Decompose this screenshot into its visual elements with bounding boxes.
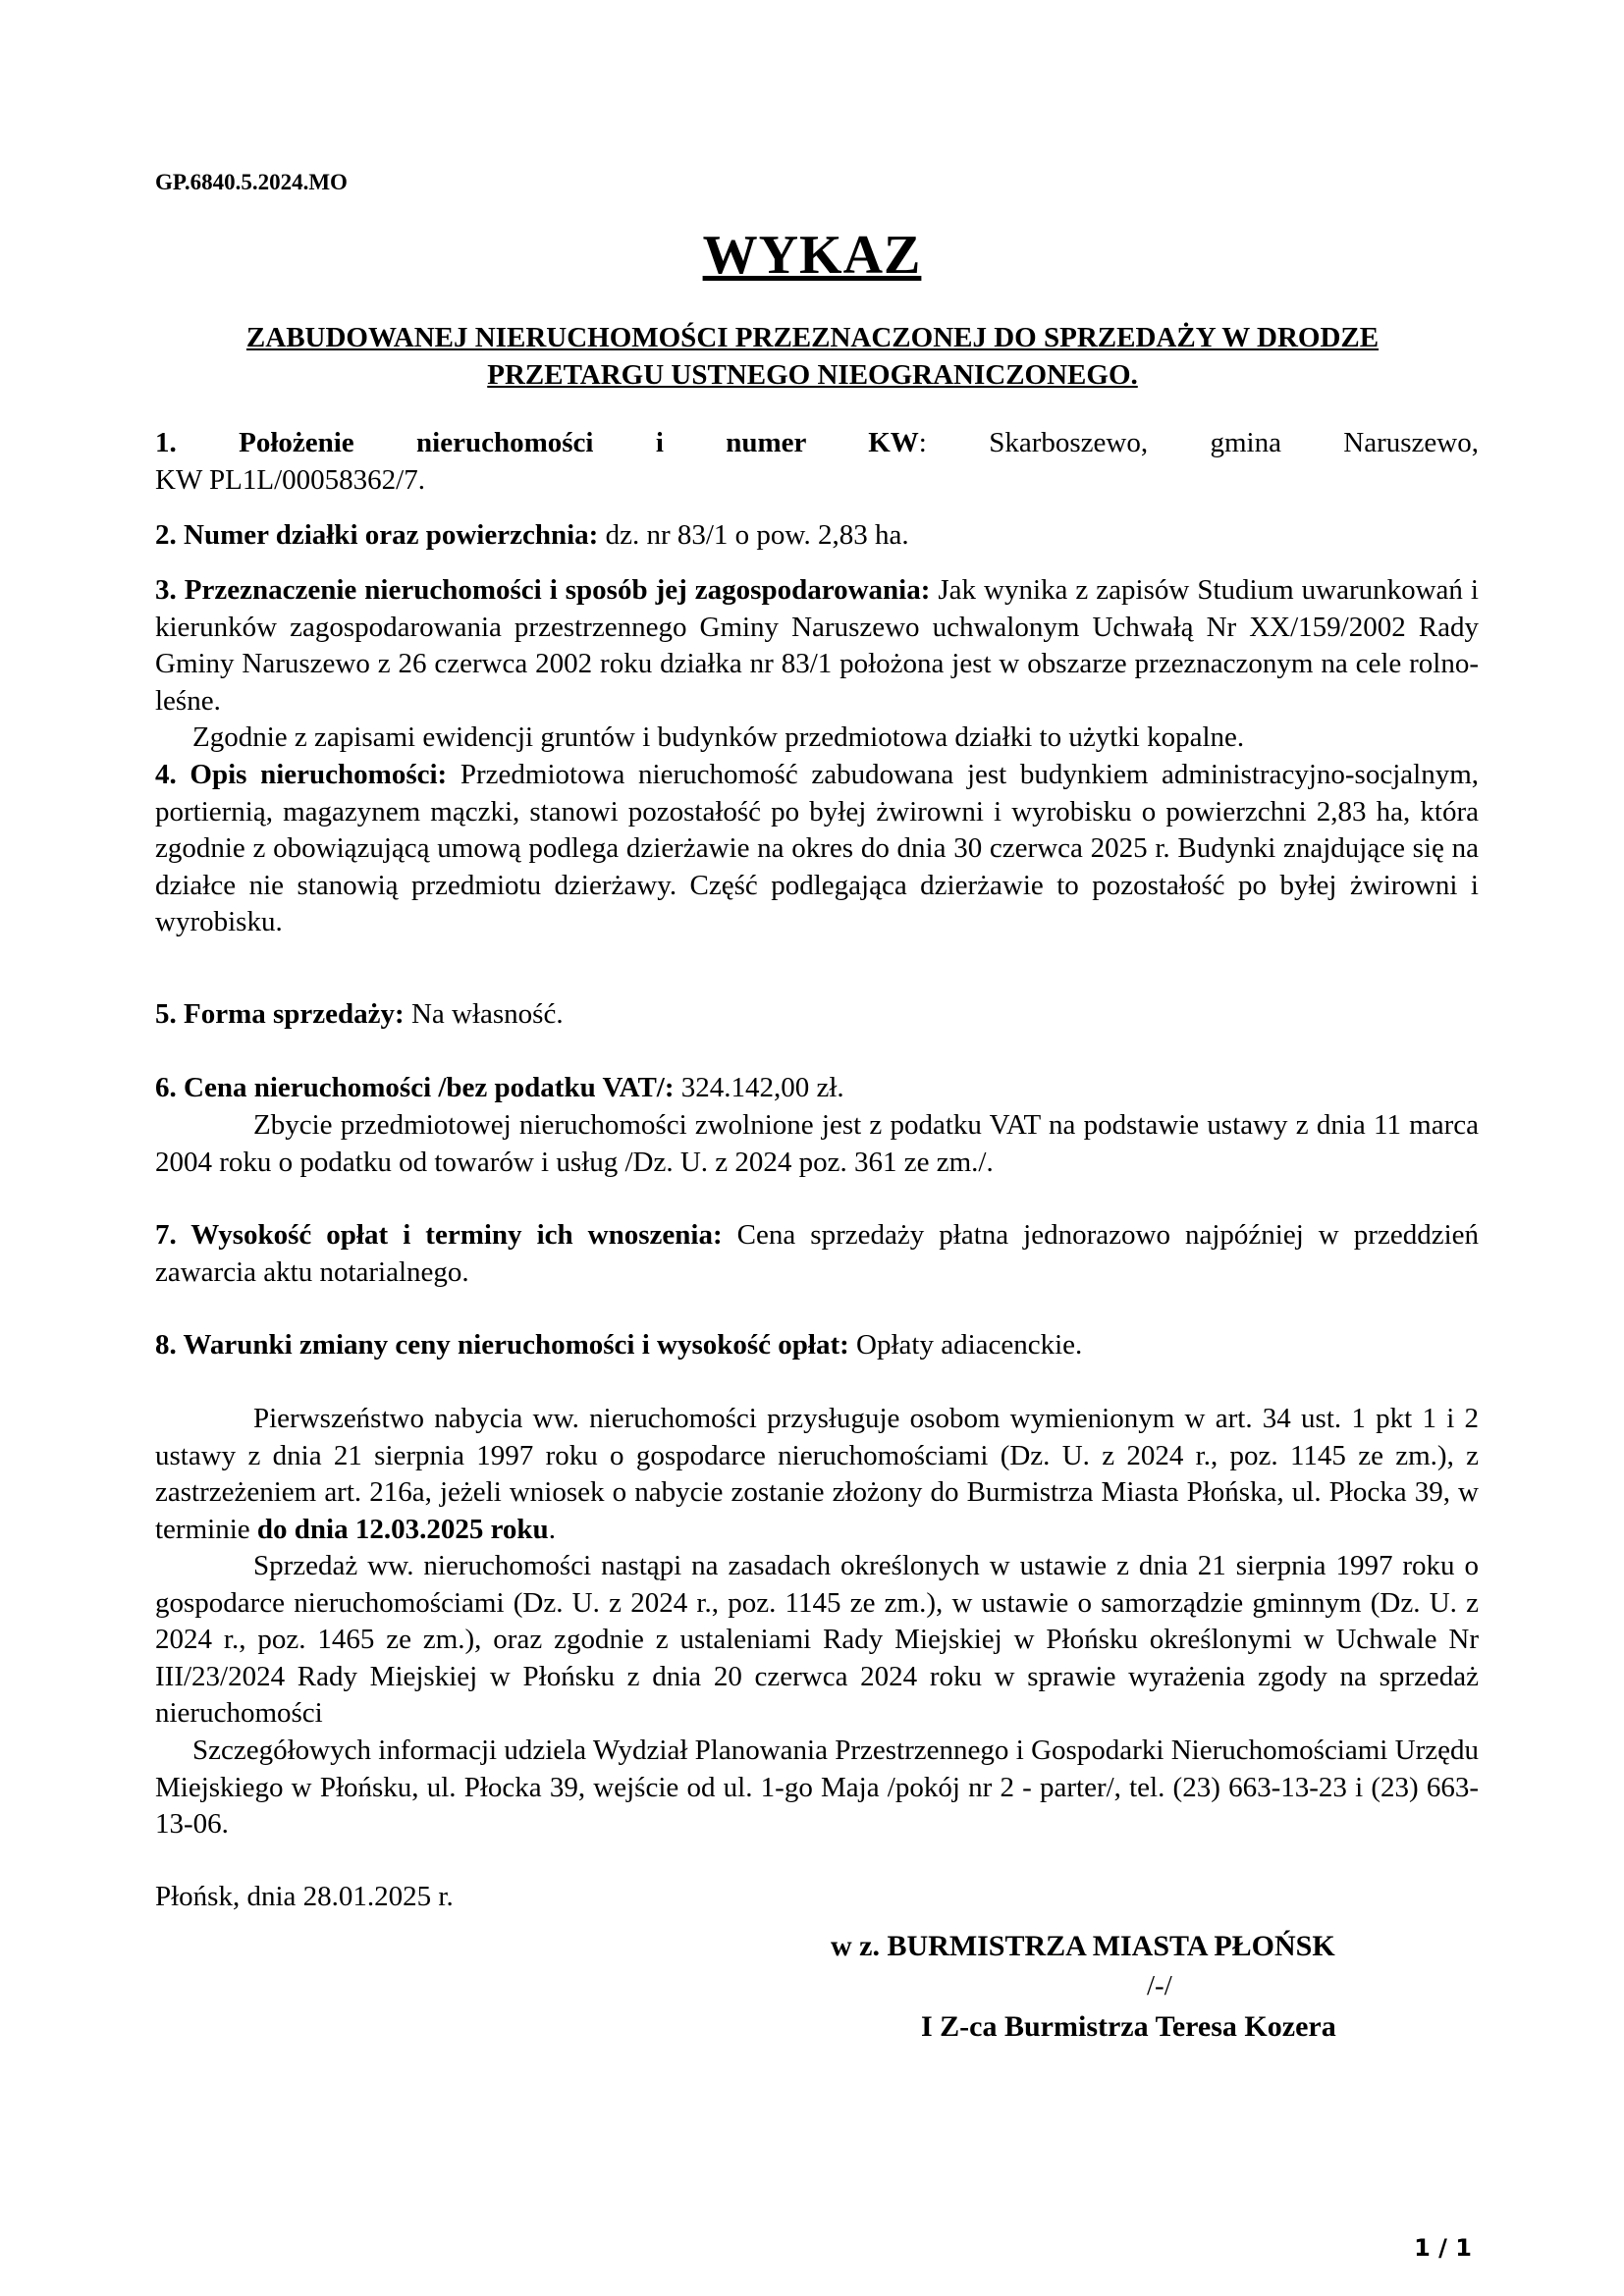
section-1-label: 1. Położenie nieruchomości i numer KW: [155, 427, 919, 458]
section-3-text: Jak wynika z zapisów Studium uwarunkowań i kierunków zagospodarowania przestrzennego Gminy Naruszewo uchwalonym Uchwałą Nr XX/159/2002 Rady Gminy Naruszewo z 26 czerwca 2002 roku działka nr 83/1 położona jest w obszarze przeznaczonym na cele rolno-leśne.: [155, 574, 1479, 717]
signature-line-3: I Z-ca Burmistrza Teresa Kozera: [921, 2010, 1336, 2043]
subtitle-line-1: ZABUDOWANEJ NIERUCHOMOŚCI PRZEZNACZONEJ DO SPRZEDAŻY W DRODZE: [245, 322, 1380, 353]
sale-basis-paragraph: Sprzedaż ww. nieruchomości nastąpi na zasadach określonych w ustawie z dnia 21 sierpnia 1997 roku o gospodarce nieruchomościami (Dz. U. z 2024 r., poz. 1145 ze zm.), w ustawie o samorządzie gminnym (Dz. U. z 2024 r., poz. 1465 ze zm.), oraz zgodnie z ustaleniami Rady Miejskiej w Płońsku określonymi w Uchwale Nr III/23/2024 Rady Miejskiej w Płońsku z dnia 20 czerwca 2024 roku w sprawie wyrażenia zgody na sprzedaż nieruchomości: [155, 1550, 1479, 1729]
section-5: [155, 996, 1479, 1034]
priority-end: .: [548, 1513, 556, 1545]
section-6-vat-note: Zbycie przedmiotowej nieruchomości zwolnione jest z podatku VAT na podstawie ustawy z dnia 11 marca 2004 roku o podatku od towarów i usług /Dz. U. z 2024 poz. 361 ze zm./.: [155, 1109, 1479, 1178]
section-2: [155, 517, 1479, 555]
section-4: [155, 757, 1479, 941]
section-6-text: 324.142,00 zł.: [674, 1072, 844, 1103]
signature-line-1: w z. BURMISTRZA MIASTA PŁOŃSK: [831, 1930, 1335, 1962]
section-1-line-1: [155, 425, 1479, 462]
subtitle-line-2: PRZETARGU USTNEGO NIEOGRANICZONEGO.: [487, 359, 1138, 391]
priority-text: Pierwszeństwo nabycia ww. nieruchomości przysługuje osobom wymienionym w art. 34 ust. 1 pkt 1 i 2 ustawy z dnia 21 sierpnia 1997 roku o gospodarce nieruchomościami (Dz. U. z 2024 r., poz. 1145 ze zm.), z zastrzeżeniem art. 216a, jeżeli wniosek o nabycie zostanie złożony do Burmistrza Miasta Płońska, ul. Płocka 39, w terminie: [155, 1403, 1479, 1545]
section-4-label: 4. Opis nieruchomości:: [155, 759, 448, 790]
section-5-text: Na własność.: [404, 998, 564, 1030]
page-number: 1 / 1: [1414, 2234, 1472, 2262]
section-4-text: Przedmiotowa nieruchomość zabudowana jest budynkiem administracyjno-socjalnym, portiernią, magazynem mączki, stanowi pozostałość po byłej żwirowni i wyrobisku o powierzchni 2,83 ha, która zgodnie z obowiązującą umową podlega dzierżawie na okres do dnia 30 czerwca 2025 r. Budynki znajdujące się na działce nie stanowią przedmiotu dzierżawy. Część podlegająca dzierżawie to pozostałość po byłej żwirowni i wyrobisku.: [155, 759, 1479, 937]
document-title: WYKAZ: [702, 225, 922, 286]
contact-paragraph: Szczegółowych informacji udziela Wydział Planowania Przestrzennego i Gospodarki Nieruchomościami Urzędu Miejskiego w Płońsku, ul. Płocka 39, wejście od ul. 1-go Maja /pokój nr 2 - parter/, tel. (23) 663-13-23 i (23) 663-13-06.: [155, 1735, 1479, 1840]
section-2-text: dz. nr 83/1 o pow. 2,83 ha.: [598, 519, 909, 551]
section-3: [155, 572, 1479, 720]
section-7-label: 7. Wysokość opłat i terminy ich wnoszenia:: [155, 1219, 723, 1251]
section-2-label: 2. Numer działki oraz powierzchnia:: [155, 519, 599, 551]
priority-paragraph: [155, 1401, 1479, 1548]
document-subtitle: [187, 319, 1438, 394]
section-8: [155, 1327, 1479, 1364]
section-8-label: 8. Warunki zmiany ceny nieruchomości i wysokość opłat:: [155, 1329, 849, 1361]
place-date: Płońsk, dnia 28.01.2025 r.: [155, 1881, 454, 1912]
section-8-text: Opłaty adiacenckie.: [848, 1329, 1083, 1361]
section-1: [155, 425, 1479, 499]
section-7-text: Cena sprzedaży płatna jednorazowo najpóźniej w przeddzień zawarcia aktu notarialnego.: [155, 1219, 1479, 1288]
section-3-label: 3. Przeznaczenie nieruchomości i sposób jej zagospodarowania:: [155, 574, 931, 606]
section-6-label: 6. Cena nieruchomości /bez podatku VAT/:: [155, 1072, 675, 1103]
section-3-note: Zgodnie z zapisami ewidencji gruntów i budynków przedmiotowa działki to użytki kopalne.: [192, 721, 1245, 753]
reference-number: GP.6840.5.2024.MO: [155, 170, 348, 194]
section-5-label: 5. Forma sprzedaży:: [155, 998, 405, 1030]
section-1-kw: KW PL1L/00058362/7.: [155, 463, 425, 496]
priority-deadline: do dnia 12.03.2025 roku: [256, 1513, 549, 1545]
signature-line-2: /-/: [1147, 1970, 1172, 2002]
section-6: [155, 1070, 1479, 1107]
section-7: [155, 1217, 1479, 1291]
section-1-text: : Skarboszewo, gmina Naruszewo,: [918, 427, 1479, 458]
